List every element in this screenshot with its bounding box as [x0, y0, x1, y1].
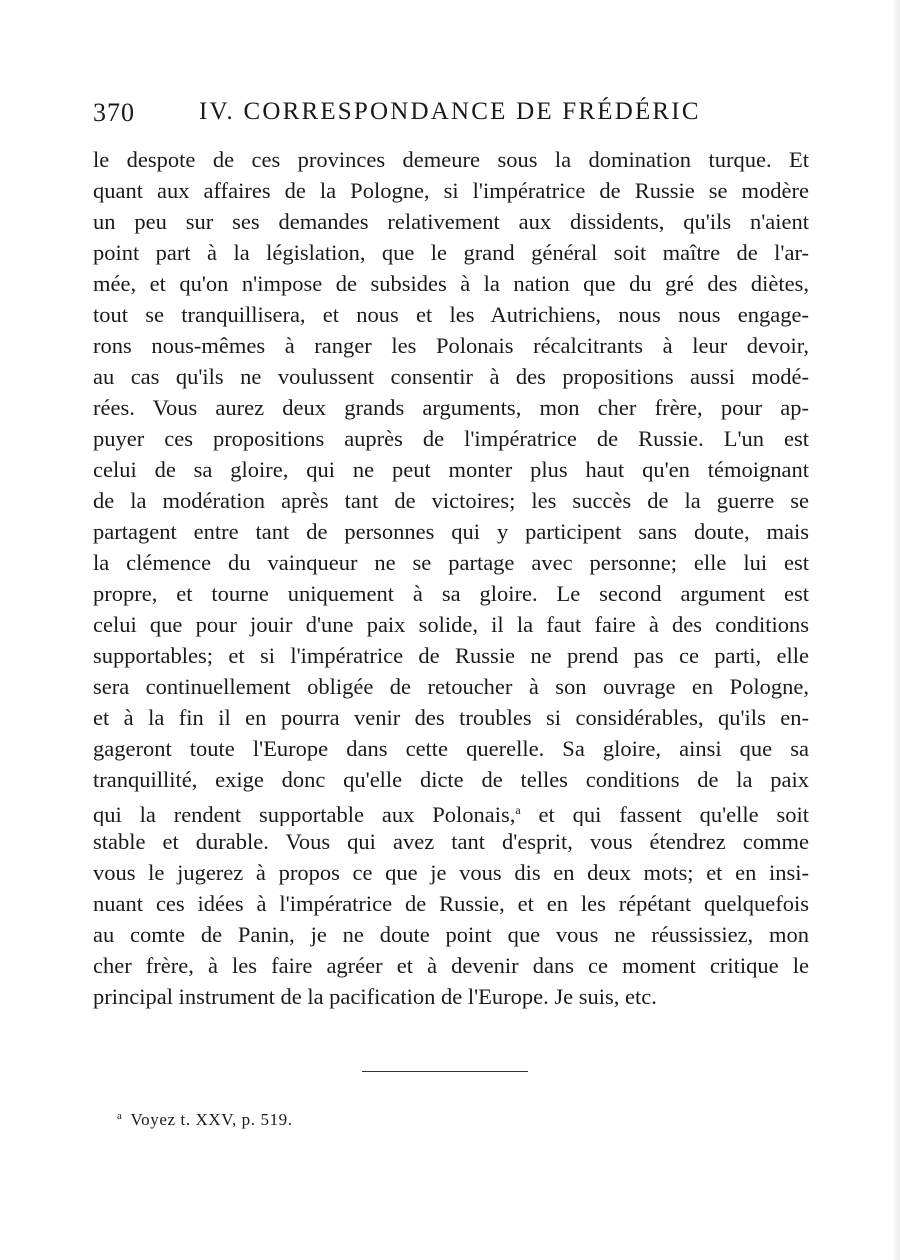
text-line: un peu sur ses demandes relativement aux dissidents, qu'ils n'aient — [93, 209, 809, 234]
running-head — [93, 98, 813, 138]
body-text — [93, 144, 809, 1012]
footnote — [117, 1110, 293, 1130]
text-line: celui de sa gloire, qui ne peut monter plus haut qu'en témoignant — [93, 457, 809, 482]
text-line: le despote de ces provinces demeure sous la domination turque. Et — [93, 147, 809, 172]
text-line: tranquillité, exige donc qu'elle dicte de telles conditions de la paix — [93, 767, 809, 792]
text-line: gageront toute l'Europe dans cette querelle. Sa gloire, ainsi que sa — [93, 736, 809, 761]
section-divider — [362, 1071, 528, 1072]
text-line-with-footnote-ref — [93, 795, 809, 826]
text-line: point part à la législation, que le grand général soit maître de l'ar- — [93, 240, 809, 265]
page-number: 370 — [93, 98, 135, 127]
text-line: puyer ces propositions auprès de l'impératrice de Russie. L'un est — [93, 426, 809, 451]
text-line: supportables; et si l'impératrice de Russie ne prend pas ce parti, elle — [93, 643, 809, 668]
text-line: propre, et tourne uniquement à sa gloire. Le second argument est — [93, 581, 809, 606]
text-line: de la modération après tant de victoires; les succès de la guerre se — [93, 488, 809, 513]
text-line: stable et durable. Vous qui avez tant d'esprit, vous étendrez comme — [93, 829, 809, 854]
text-line: rons nous-mêmes à ranger les Polonais récalcitrants à leur devoir, — [93, 333, 809, 358]
footnote-text: Voyez t. XXV, p. 519. — [130, 1110, 293, 1129]
text-line: nuant ces idées à l'impératrice de Russie, et en les répétant quelquefois — [93, 891, 809, 916]
footnote-reference: a — [515, 803, 521, 817]
page-edge-shadow — [892, 0, 900, 1260]
text-line: au cas qu'ils ne voulussent consentir à des propositions aussi modé- — [93, 364, 809, 389]
text-line: la clémence du vainqueur ne se partage avec personne; elle lui est — [93, 550, 809, 575]
text-line: au comte de Panin, je ne doute point que vous ne réussissiez, mon — [93, 922, 809, 947]
text-line: vous le jugerez à propos ce que je vous dis en deux mots; et en insi- — [93, 860, 809, 885]
text-line: quant aux affaires de la Pologne, si l'impératrice de Russie se modère — [93, 178, 809, 203]
text-line: sera continuellement obligée de retoucher à son ouvrage en Pologne, — [93, 674, 809, 699]
text-line: partagent entre tant de personnes qui y participent sans doute, mais — [93, 519, 809, 544]
text-line-start: qui la rendent supportable aux Polonais, — [93, 802, 516, 826]
text-line: tout se tranquillisera, et nous et les Autrichiens, nous nous engage- — [93, 302, 809, 327]
text-line: rées. Vous aurez deux grands arguments, mon cher frère, pour ap- — [93, 395, 809, 420]
footnote-marker: a — [117, 1110, 123, 1122]
text-line-end: et qui fassent qu'elle soit — [538, 802, 809, 826]
text-line: celui que pour jouir d'une paix solide, il la faut faire à des conditions — [93, 612, 809, 637]
text-line: et à la fin il en pourra venir des troubles si considérables, qu'ils en- — [93, 705, 809, 730]
running-title: IV. CORRESPONDANCE DE FRÉDÉRIC — [199, 98, 701, 125]
text-line: cher frère, à les faire agréer et à devenir dans ce moment critique le — [93, 953, 809, 978]
text-line-last: principal instrument de la pacification de l'Europe. Je suis, etc. — [93, 984, 657, 1009]
text-line: mée, et qu'on n'impose de subsides à la nation que du gré des diètes, — [93, 271, 809, 296]
